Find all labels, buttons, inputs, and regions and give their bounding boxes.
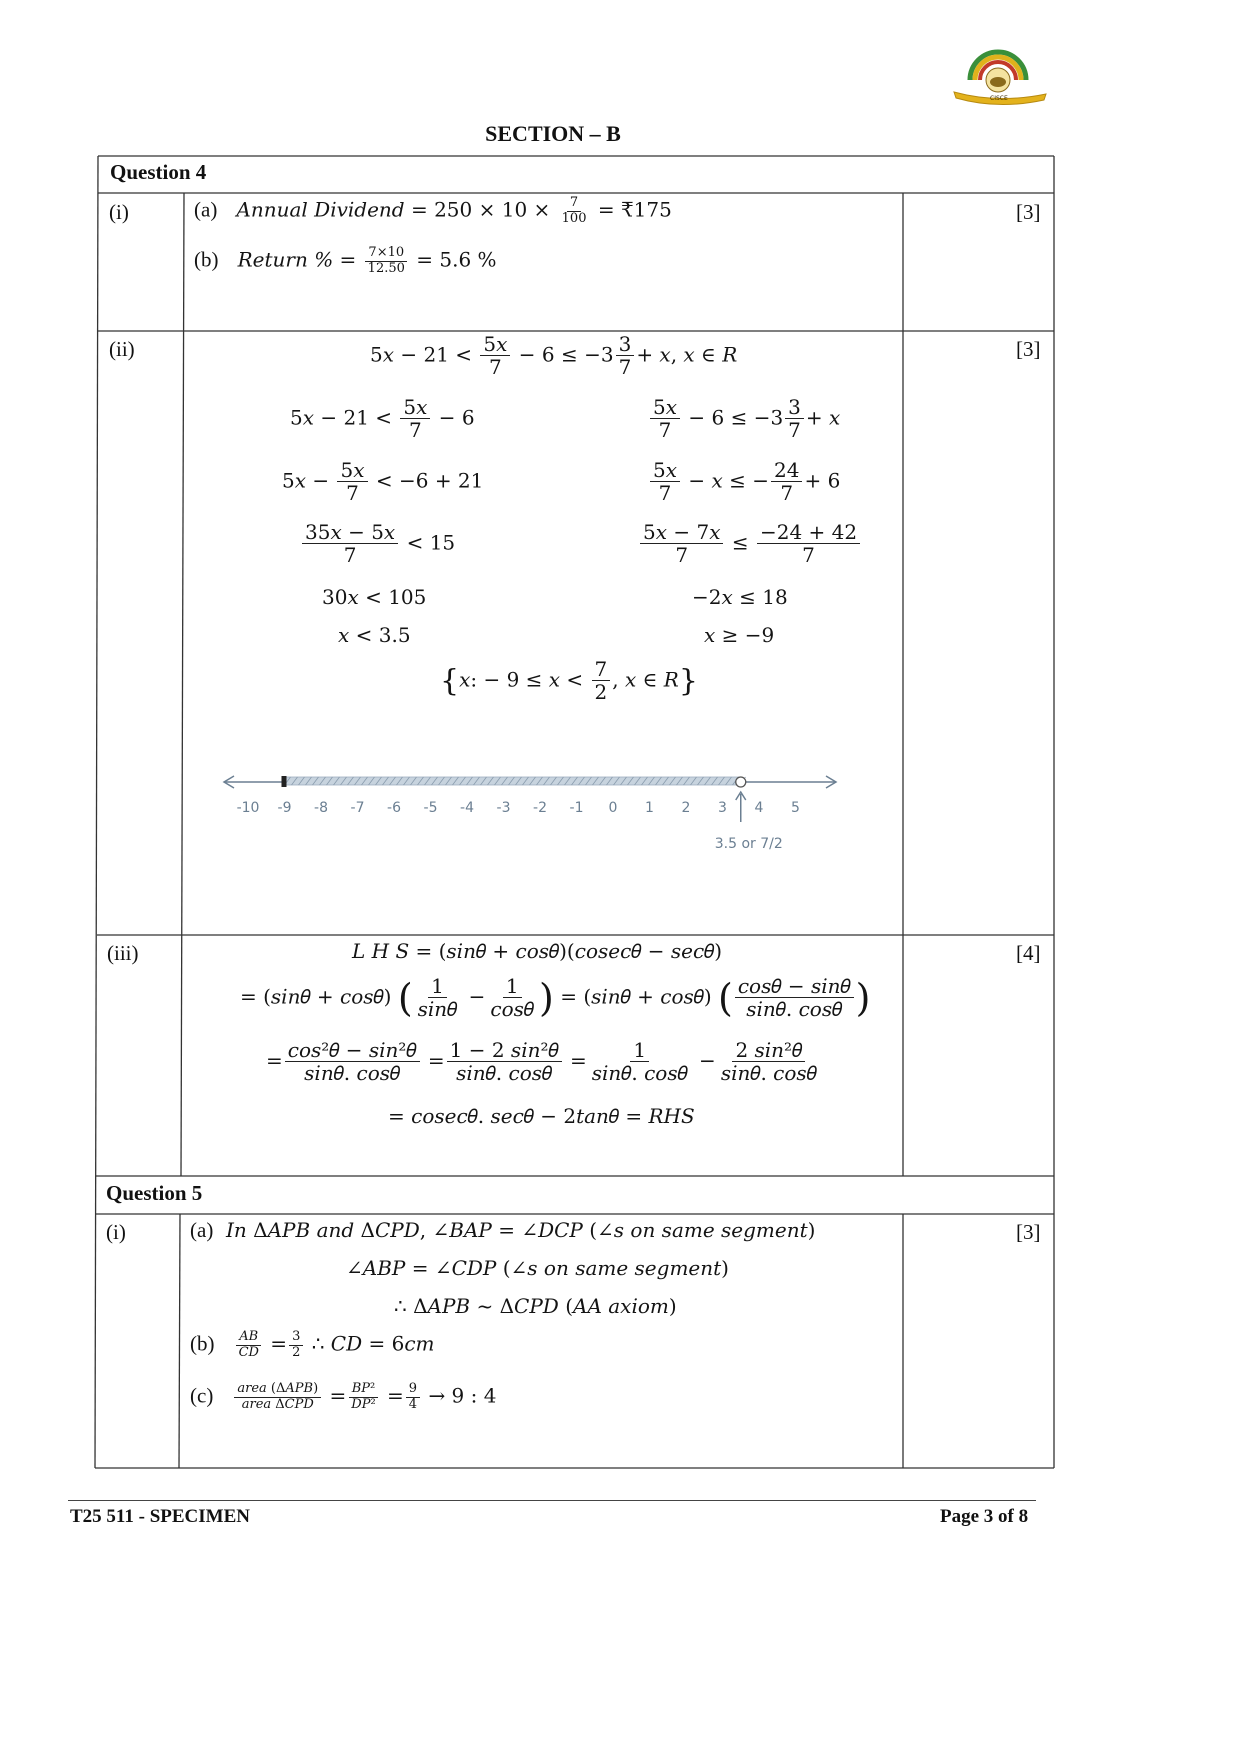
footer-paper-code: T25 511 - SPECIMEN: [70, 1506, 250, 1527]
tick-label--4: -4: [460, 800, 474, 816]
q5-i-c: (c) $\frac{\text{𝑎𝑟𝑒𝑎 (Δ𝐴𝑃𝐵)}}{\text{𝑎𝑟𝑒𝑎 Δ𝐶𝑃𝐷}}$ = $\frac{\text{𝐵𝑃²}}{\text{𝐷𝑃²}}$ = $\frac{9}{4}$ → 9 : 4: [190, 1381, 497, 1412]
tick-label-0: 0: [608, 800, 618, 816]
tick-label--3: -3: [496, 800, 511, 816]
q4-ii-left-step-4: 30𝑥 < 105: [322, 585, 427, 609]
tick-label--9: -9: [277, 800, 292, 816]
footer-rule: [68, 1500, 1036, 1501]
q4-ii-right-step-1: $\frac{\text{5𝑥}}{7}$ − 6 ≤ −3 $\frac{3}{7}$ + 𝑥: [648, 396, 840, 442]
q4-iii-label: (iii): [107, 941, 139, 965]
tick-label--7: -7: [350, 800, 365, 816]
q5-i-a-line-3: ∴ Δ𝐴𝑃𝐵 ~ Δ𝐶𝑃𝐷 (𝐴𝐴 𝑎𝑥𝑖𝑜𝑚): [394, 1294, 677, 1318]
tick-label--6: -6: [387, 800, 401, 816]
tick-label--1: -1: [569, 800, 584, 816]
tick-label-5: 5: [791, 800, 800, 816]
q4-iii-line-2: = (𝑠𝑖𝑛𝜃 + 𝑐𝑜𝑠𝜃) ( $\frac{1}{\text{𝑠𝑖𝑛𝜃}}$ − $\frac{1}{\text{𝑐𝑜𝑠𝜃}}$ ) = (𝑠𝑖𝑛𝜃 + 𝑐𝑜𝑠𝜃) ( $\frac{\text{𝑐𝑜𝑠𝜃 − 𝑠𝑖𝑛𝜃}}{\text{𝑠𝑖𝑛𝜃. 𝑐𝑜𝑠𝜃}}$ ): [240, 974, 871, 1022]
q4-ii-left-step-2: 5𝑥 − $\frac{\text{5𝑥}}{7}$ < −6 + 21: [282, 458, 484, 506]
q4-iii-line-1: 𝐿 𝐻 𝑆 = (𝑠𝑖𝑛𝜃 + 𝑐𝑜𝑠𝜃)(𝑐𝑜𝑠𝑒𝑐𝜃 − 𝑠𝑒𝑐𝜃): [352, 939, 723, 963]
q4-ii-left-step-1: 5𝑥 − 21 < $\frac{\text{5𝑥}}{7}$ − 6: [290, 395, 475, 443]
q4-iii-line-4: = 𝑐𝑜𝑠𝑒𝑐𝜃. 𝑠𝑒𝑐𝜃 − 2𝑡𝑎𝑛𝜃 = 𝑅𝐻𝑆: [388, 1104, 695, 1128]
q5-i-b: (b) $\frac{\text{𝐴𝐵}}{\text{𝐶𝐷}}$ = $\frac{3}{2}$ ∴ 𝐶𝐷 = 6𝑐𝑚: [190, 1329, 435, 1360]
q4-ii-number-line: [200, 760, 860, 860]
q5-i-label: (i): [106, 1220, 126, 1244]
q5-i-a-line-2: ∠𝐴𝐵𝑃 = ∠𝐶𝐷𝑃 (∠𝑠 𝑜𝑛 𝑠𝑎𝑚𝑒 𝑠𝑒𝑔𝑚𝑒𝑛𝑡): [346, 1256, 729, 1280]
q4-i-a: (a) Annual Dividend = 250 × 10 × $\frac{7}{100}$ = ₹175: [194, 195, 672, 226]
q4-ii-left-step-3: $\frac{\text{35𝑥 − 5𝑥}}{7}$ < 15: [300, 521, 455, 567]
q4-i-b: (b) Return % = $\frac{7\times 10}{12.50}$ = 5.6 %: [194, 245, 497, 276]
tick-label--10: -10: [236, 800, 260, 816]
q4-ii-right-step-2: $\frac{\text{5𝑥}}{7}$ − 𝑥 ≤ − $\frac{24}{7}$ + 6: [648, 459, 840, 505]
tick-label-3: 3: [718, 800, 727, 816]
cisce-logo: [948, 42, 1052, 112]
q4-iii-line-3: = $\frac{\text{𝑐𝑜𝑠²𝜃 − 𝑠𝑖𝑛²𝜃}}{\text{𝑠𝑖𝑛𝜃. 𝑐𝑜𝑠𝜃}}$ = $\frac{\text{1 − 2 𝑠𝑖𝑛²𝜃}}{\text{𝑠𝑖𝑛𝜃. 𝑐𝑜𝑠𝜃}}$ = $\frac{1}{\text{𝑠𝑖𝑛𝜃. 𝑐𝑜𝑠𝜃}}$ − $\frac{\text{2 𝑠𝑖𝑛²𝜃}}{\text{𝑠𝑖𝑛𝜃. 𝑐𝑜𝑠𝜃}}$: [266, 1038, 817, 1086]
q4-ii-left-step-5: 𝑥 < 3.5: [338, 623, 411, 647]
question-4-title: Question 4: [110, 160, 207, 184]
q5-i-a-line-1: (a) 𝐼𝑛 Δ𝐴𝑃𝐵 𝑎𝑛𝑑 Δ𝐶𝑃𝐷, ∠𝐵𝐴𝑃 = ∠𝐷𝐶𝑃 (∠𝑠 𝑜𝑛 𝑠𝑎𝑚𝑒 𝑠𝑒𝑔𝑚𝑒𝑛𝑡): [190, 1218, 816, 1242]
number-line-note: 3.5 or 7/2: [714, 836, 783, 852]
tick-label--2: -2: [533, 800, 547, 816]
q4-ii-right-step-3: $\frac{\text{5𝑥 − 7𝑥}}{7}$ ≤ $\frac{-24 + 42}{7}$: [638, 521, 862, 567]
q4-i-label: (i): [109, 200, 129, 224]
footer-page-number: Page 3 of 8: [940, 1506, 1029, 1527]
closed-endpoint: [282, 776, 287, 787]
q4-i-marks: [3]: [1016, 200, 1041, 224]
q4-ii-right-step-5: 𝑥 ≥ −9: [704, 623, 775, 647]
tick-label-2: 2: [681, 800, 691, 816]
q4-ii-solution-set: {𝑥: − 9 ≤ 𝑥 < $\frac{7}{2}$ , 𝑥 ∈ 𝑅}: [440, 657, 698, 705]
question-5-title: Question 5: [106, 1181, 203, 1205]
open-endpoint: [736, 777, 746, 787]
section-title: SECTION – B: [485, 121, 621, 146]
logo-text: CISCE: [990, 95, 1008, 102]
q4-ii-marks: [3]: [1016, 337, 1041, 361]
q4-ii-right-step-4: −2𝑥 ≤ 18: [692, 585, 788, 609]
q4-ii-main-inequality: 5𝑥 − 21 < $\frac{\text{5𝑥}}{7}$ − 6 ≤ −3 $\frac{3}{7}$ + 𝑥, 𝑥 ∈ 𝑅: [370, 332, 738, 380]
q4-iii-marks: [4]: [1016, 941, 1041, 965]
tick-label-1: 1: [645, 800, 654, 816]
q4-ii-label: (ii): [109, 337, 135, 361]
tick-label-4: 4: [754, 800, 764, 816]
tick-label--5: -5: [423, 800, 438, 816]
tick-label--8: -8: [314, 800, 328, 816]
q5-i-marks: [3]: [1016, 1220, 1041, 1244]
